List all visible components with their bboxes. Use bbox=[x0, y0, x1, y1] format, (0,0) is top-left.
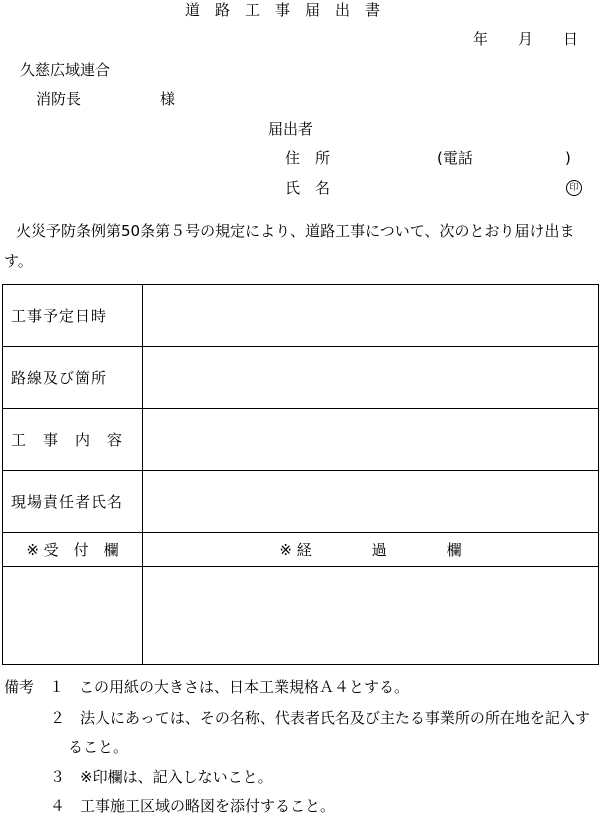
row-label-schedule: 工事予定日時 bbox=[3, 285, 143, 347]
body-text-line-1: 火災予防条例第50条第５号の規定により、道路工事について、次のとおり届け出ま bbox=[16, 222, 575, 240]
address-label: 住 所 bbox=[285, 149, 331, 167]
seal-mark: 印 bbox=[566, 180, 582, 196]
progress-field[interactable] bbox=[143, 567, 599, 665]
row-label-manager: 現場責任者氏名 bbox=[3, 471, 143, 533]
table-row bbox=[3, 533, 599, 567]
note-4: ４ 工事施工区域の略図を添付すること。 bbox=[50, 797, 336, 815]
note-2: ２ 法人にあっては、その名称、代表者氏名及び主たる事業所の所在地を記入す bbox=[50, 709, 590, 727]
telephone-close-paren: ) bbox=[565, 149, 571, 167]
note-1: 備考 １ この用紙の大きさは、日本工業規格Ａ４とする。 bbox=[4, 678, 410, 696]
field-route[interactable] bbox=[143, 347, 599, 409]
row-label-route: 路線及び箇所 bbox=[3, 347, 143, 409]
body-text-line-2: す。 bbox=[4, 252, 33, 270]
row-label-content: 工 事 内 容 bbox=[3, 409, 143, 471]
field-content[interactable] bbox=[143, 409, 599, 471]
page-title: 道 路 工 事 届 出 書 bbox=[185, 1, 381, 19]
table-row bbox=[3, 409, 599, 471]
date-line: 年 月 日 bbox=[473, 30, 579, 48]
progress-header: ※ 経 過 欄 bbox=[143, 533, 599, 567]
addressee-title: 消防長 bbox=[36, 90, 82, 108]
table-row bbox=[3, 567, 599, 665]
note-2-continued: ること。 bbox=[68, 738, 129, 756]
field-manager[interactable] bbox=[143, 471, 599, 533]
addressee-organization: 久慈広域連合 bbox=[20, 61, 111, 79]
table-row bbox=[3, 285, 599, 347]
table-row bbox=[3, 471, 599, 533]
addressee-honorific: 様 bbox=[160, 90, 176, 108]
table-row bbox=[3, 347, 599, 409]
notification-form-table bbox=[2, 284, 599, 665]
applicant-label: 届出者 bbox=[268, 120, 314, 138]
reception-header: ※ 受 付 欄 bbox=[3, 533, 143, 567]
name-label: 氏 名 bbox=[285, 179, 331, 197]
telephone-label: (電話 bbox=[437, 149, 473, 167]
field-schedule[interactable] bbox=[143, 285, 599, 347]
note-3: ３ ※印欄は、記入しないこと。 bbox=[50, 768, 273, 786]
reception-field[interactable] bbox=[3, 567, 143, 665]
